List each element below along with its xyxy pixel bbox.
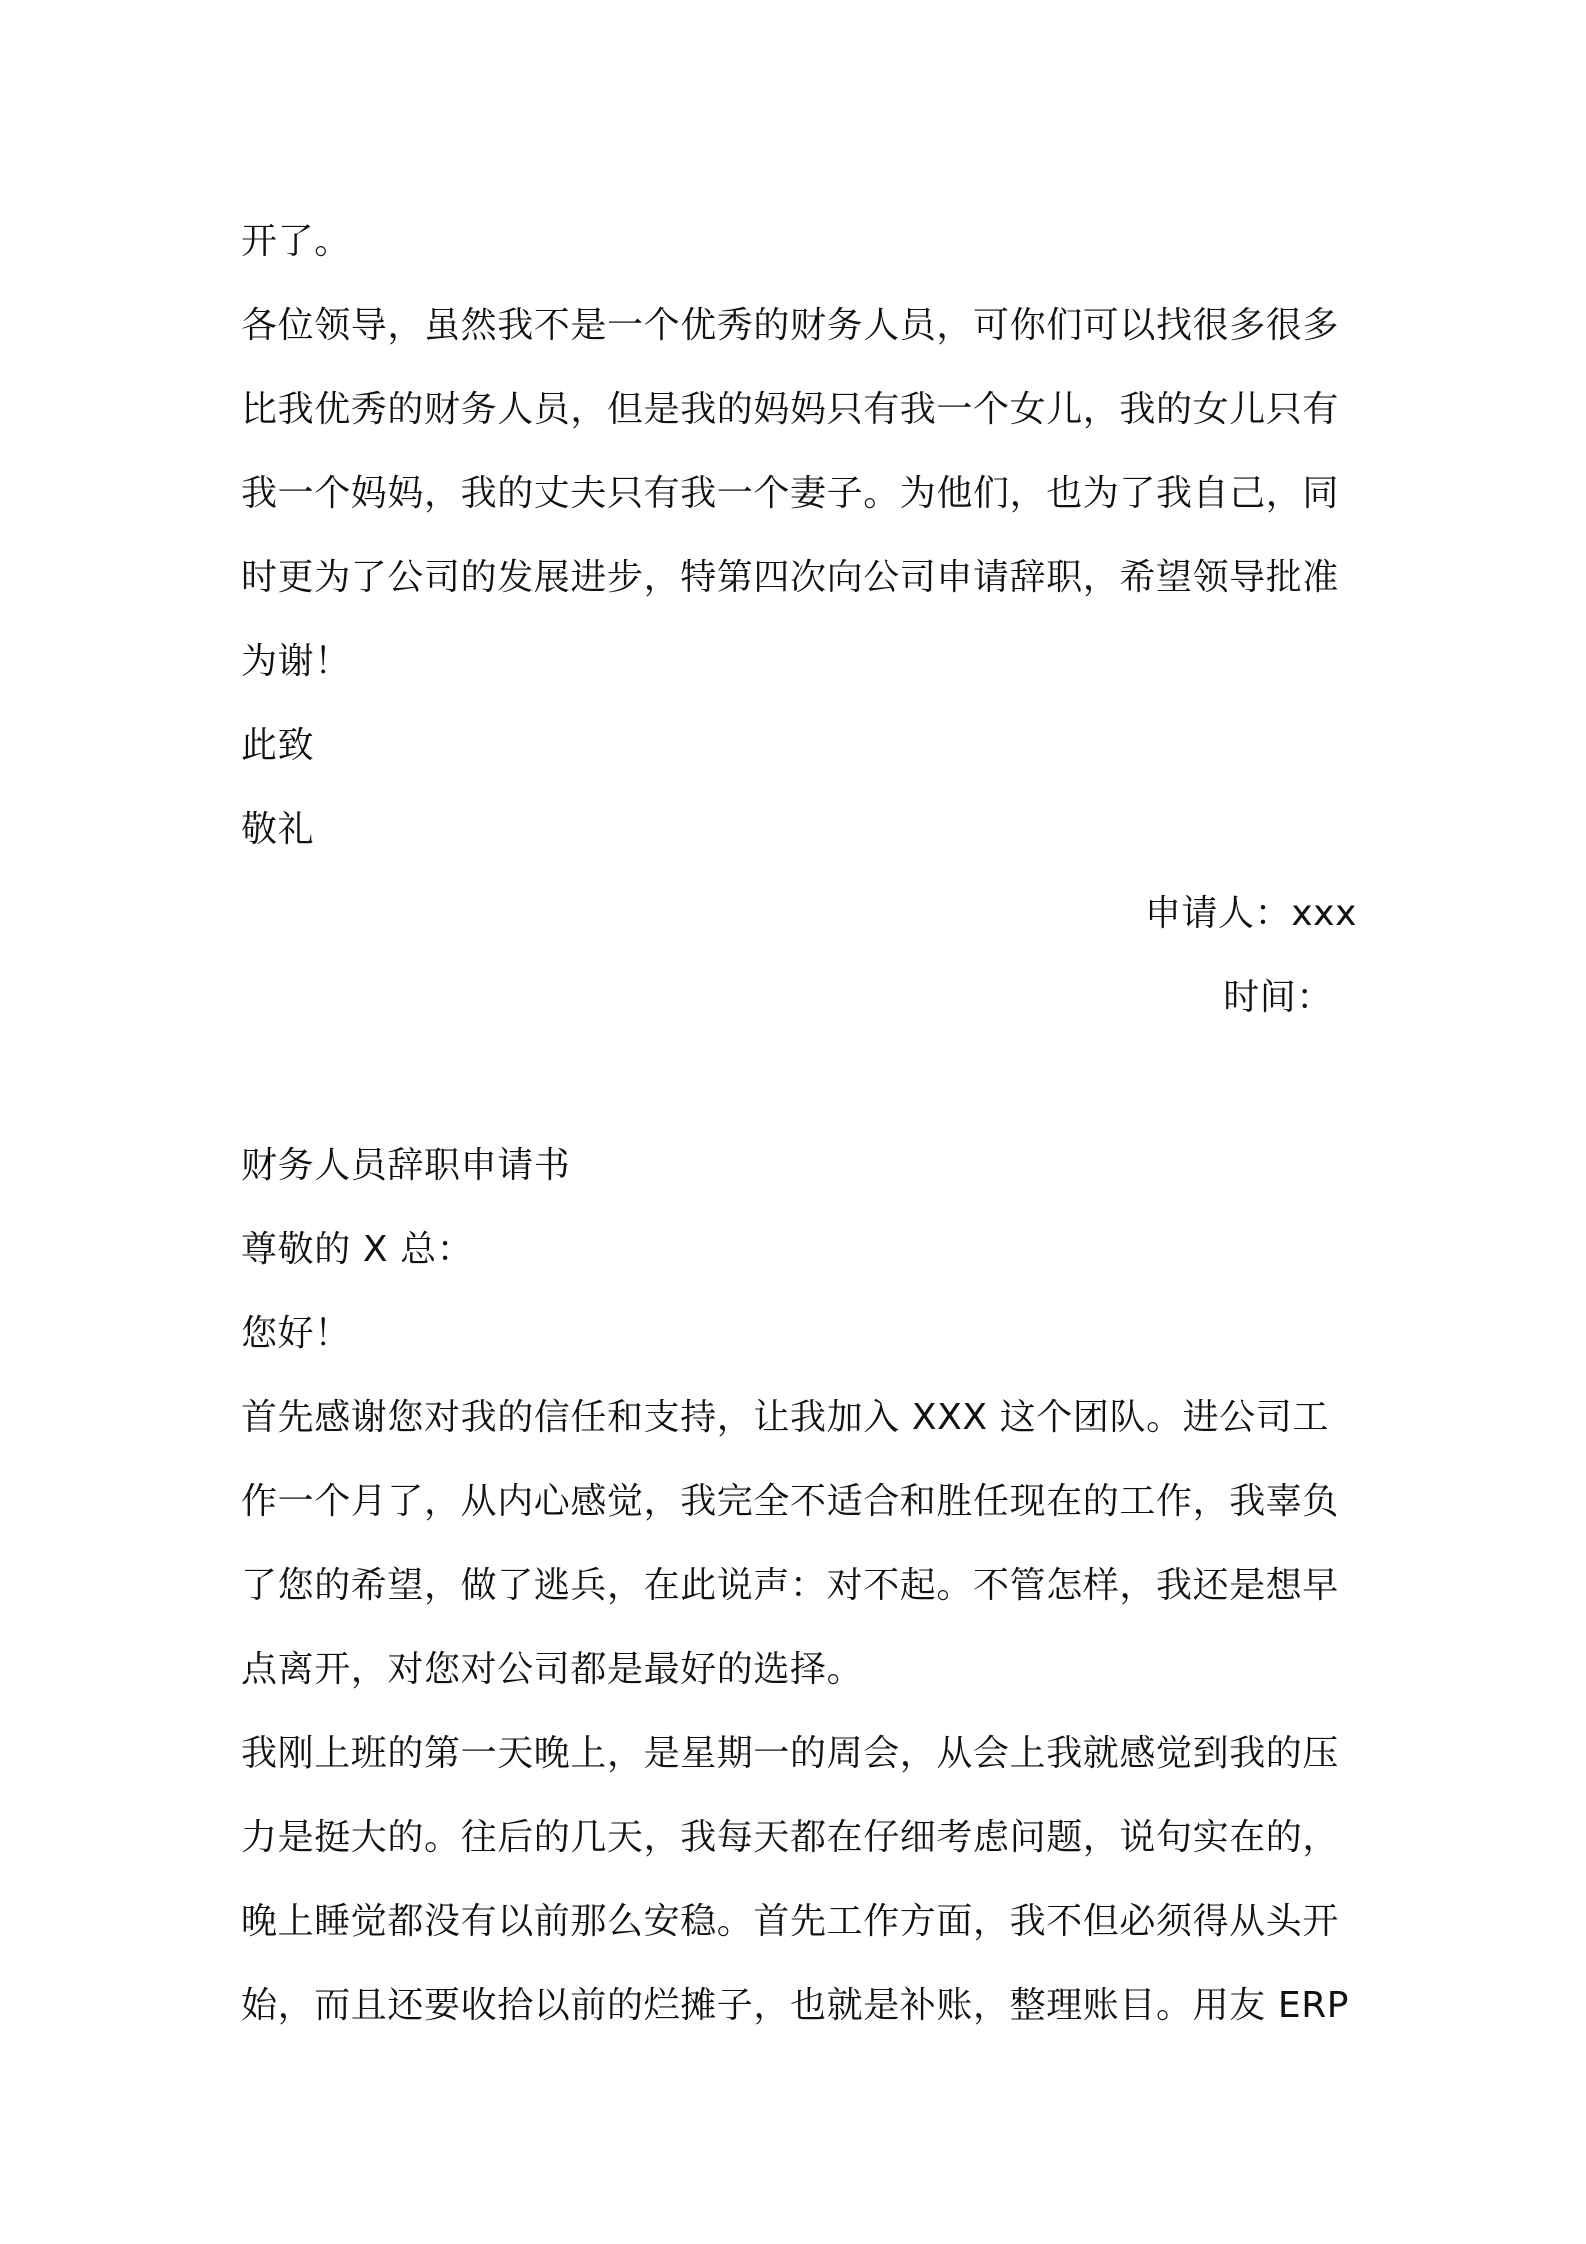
paragraph-line: 比我优秀的财务人员，但是我的妈妈只有我一个女儿，我的女儿只有 <box>241 389 1340 430</box>
paragraph-line: 开了。 <box>241 221 351 262</box>
paragraph-line: 我刚上班的第一天晚上，是星期一的周会，从会上我就感觉到我的压 <box>241 1733 1340 1774</box>
paragraph-line: 时更为了公司的发展进步，特第四次向公司申请辞职，希望领导批准 <box>241 557 1340 598</box>
paragraph-line: 作一个月了，从内心感觉，我完全不适合和胜任现在的工作，我辜负 <box>241 1481 1340 1522</box>
signature-applicant: 申请人：xxx <box>1144 893 1357 934</box>
paragraph-line: 点离开，对您对公司都是最好的选择。 <box>241 1649 864 1690</box>
paragraph-line: 始，而且还要收拾以前的烂摊子，也就是补账，整理账目。用友 ERP <box>241 1985 1350 2026</box>
paragraph-line: 首先感谢您对我的信任和支持，让我加入 XXX 这个团队。进公司工 <box>241 1397 1330 1438</box>
paragraph-line: 了您的希望，做了逃兵，在此说声：对不起。不管怎样，我还是想早 <box>241 1565 1340 1606</box>
document-title: 财务人员辞职申请书 <box>241 1145 571 1186</box>
paragraph-line: 力是挺大的。往后的几天，我每天都在仔细考虑问题，说句实在的， <box>241 1817 1340 1858</box>
paragraph-line: 为谢！ <box>241 641 351 682</box>
salutation: 尊敬的 X 总： <box>241 1229 474 1270</box>
section-spacer <box>241 1040 1357 1124</box>
signature-time: 时间： <box>1223 977 1333 1018</box>
paragraph-line: 我一个妈妈，我的丈夫只有我一个妻子。为他们，也为了我自己，同 <box>241 473 1340 514</box>
paragraph-line: 各位领导，虽然我不是一个优秀的财务人员，可你们可以找很多很多 <box>241 305 1340 346</box>
greeting: 您好！ <box>241 1313 351 1354</box>
closing-jingli: 敬礼 <box>241 809 315 850</box>
document-body <box>241 200 1357 2048</box>
paragraph-line: 晚上睡觉都没有以前那么安稳。首先工作方面，我不但必须得从头开 <box>241 1901 1340 1942</box>
closing-cizhi: 此致 <box>241 725 315 766</box>
